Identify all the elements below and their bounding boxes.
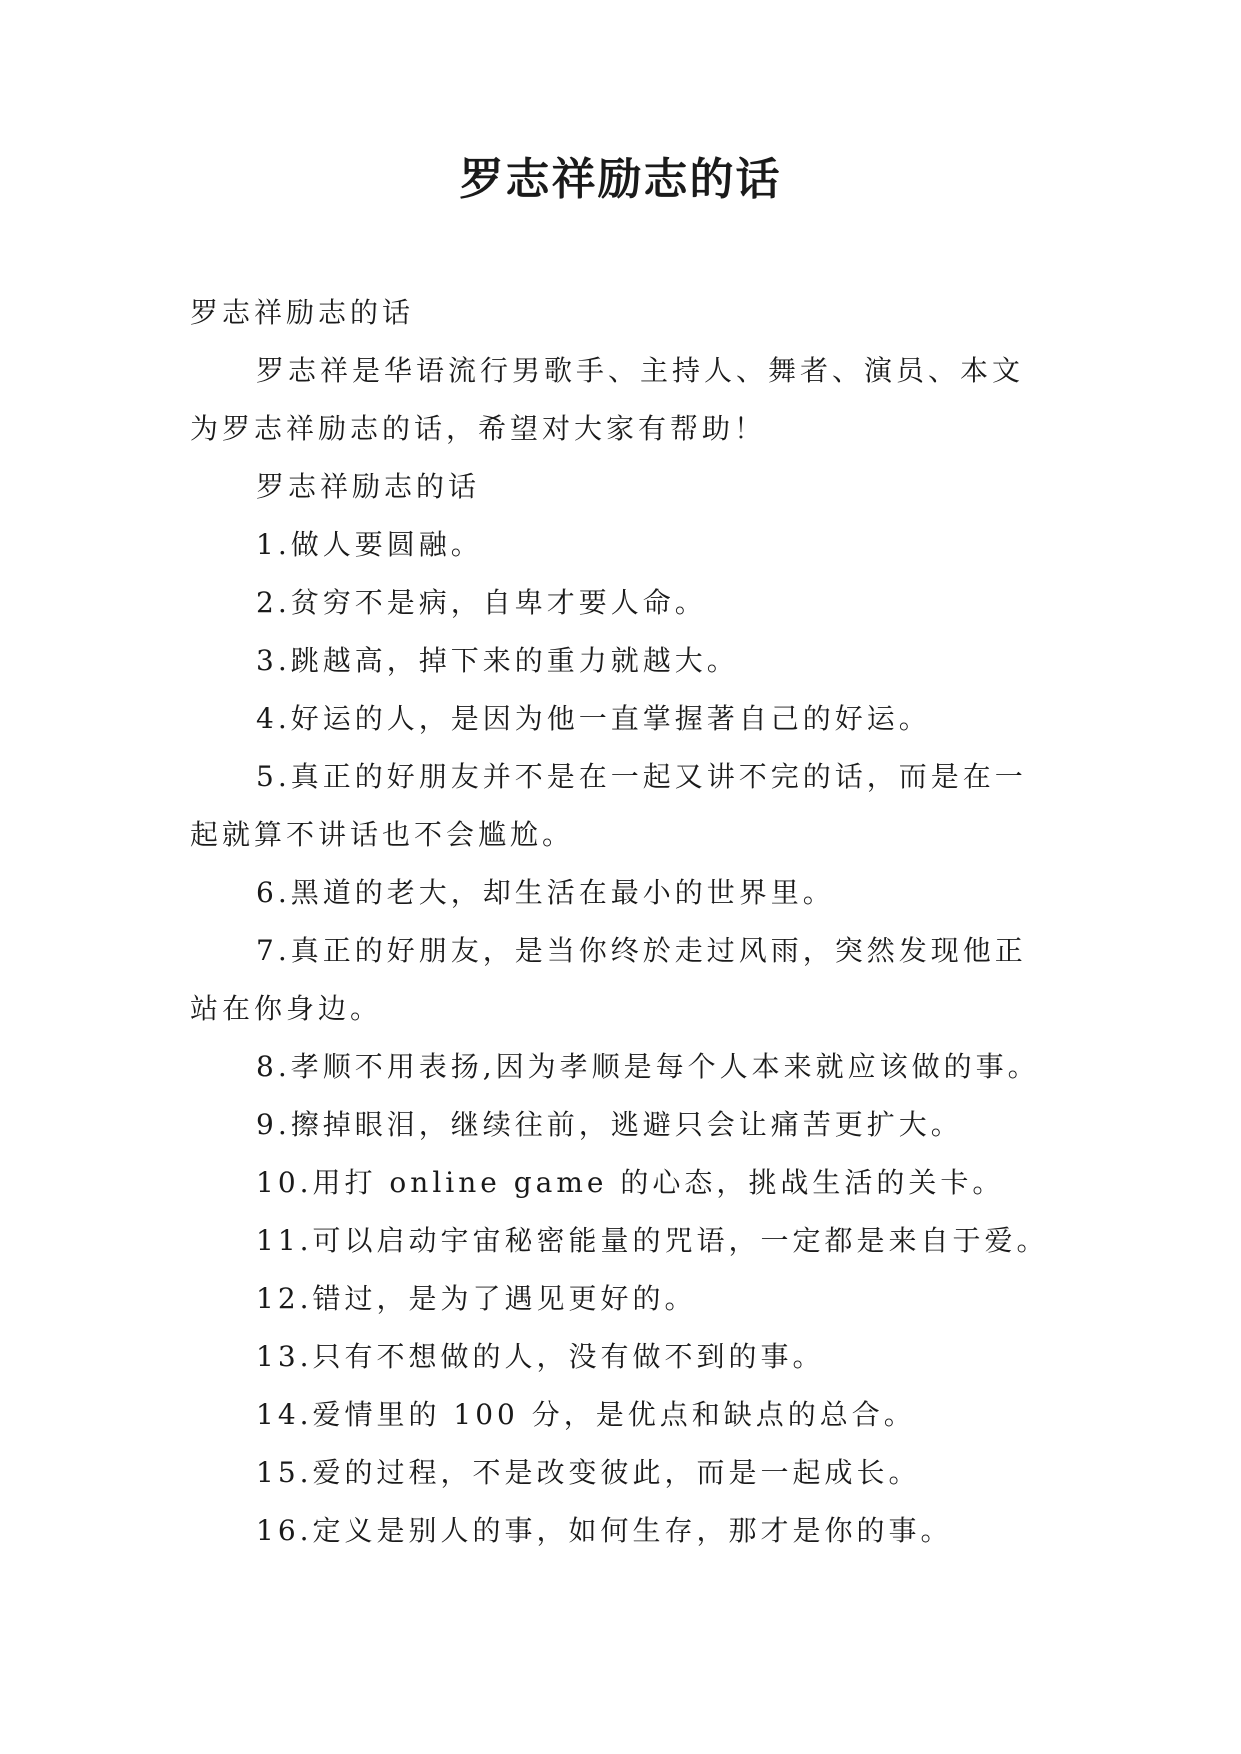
quote-item: 3.跳越高，掉下来的重力就越大。 (256, 644, 739, 677)
quote-item: 7.真正的好朋友，是当你终於走过风雨，突然发现他正 (256, 934, 1027, 967)
quote-item: 10.用打 online game 的心态，挑战生活的关卡。 (256, 1166, 1005, 1199)
quote-item: 15.爱的过程，不是改变彼此，而是一起成长。 (256, 1456, 921, 1489)
quote-item: 16.定义是别人的事，如何生存，那才是你的事。 (256, 1514, 953, 1547)
quote-item: 13.只有不想做的人，没有做不到的事。 (256, 1340, 825, 1373)
quote-item: 6.黑道的老大，却生活在最小的世界里。 (256, 876, 835, 909)
quote-item: 14.爱情里的 100 分，是优点和缺点的总合。 (256, 1398, 916, 1431)
quote-item: 9.擦掉眼泪，继续往前，逃避只会让痛苦更扩大。 (256, 1108, 963, 1141)
intro-paragraph-line: 罗志祥是华语流行男歌手、主持人、舞者、演员、本文 (256, 354, 1025, 387)
intro-paragraph-line: 为罗志祥励志的话，希望对大家有帮助！ (190, 412, 767, 445)
quote-item: 8.孝顺不用表扬,因为孝顺是每个人本来就应该做的事。 (256, 1050, 1040, 1083)
document-title: 罗志祥励志的话 (459, 154, 782, 205)
section-heading: 罗志祥励志的话 (256, 470, 481, 503)
document-body (190, 284, 1060, 1560)
quote-item: 5.真正的好朋友并不是在一起又讲不完的话，而是在一 (256, 760, 1027, 793)
quote-item: 11.可以启动宇宙秘密能量的咒语，一定都是来自于爱。 (256, 1224, 1049, 1257)
subtitle: 罗志祥励志的话 (190, 296, 415, 329)
quote-item-continuation: 起就算不讲话也不会尴尬。 (190, 818, 575, 851)
quote-item-continuation: 站在你身边。 (190, 992, 383, 1025)
quote-item: 12.错过，是为了遇见更好的。 (256, 1282, 697, 1315)
quote-item: 2.贫穷不是病，自卑才要人命。 (256, 586, 707, 619)
quote-item: 1.做人要圆融。 (256, 528, 483, 561)
quote-item: 4.好运的人，是因为他一直掌握著自己的好运。 (256, 702, 931, 735)
